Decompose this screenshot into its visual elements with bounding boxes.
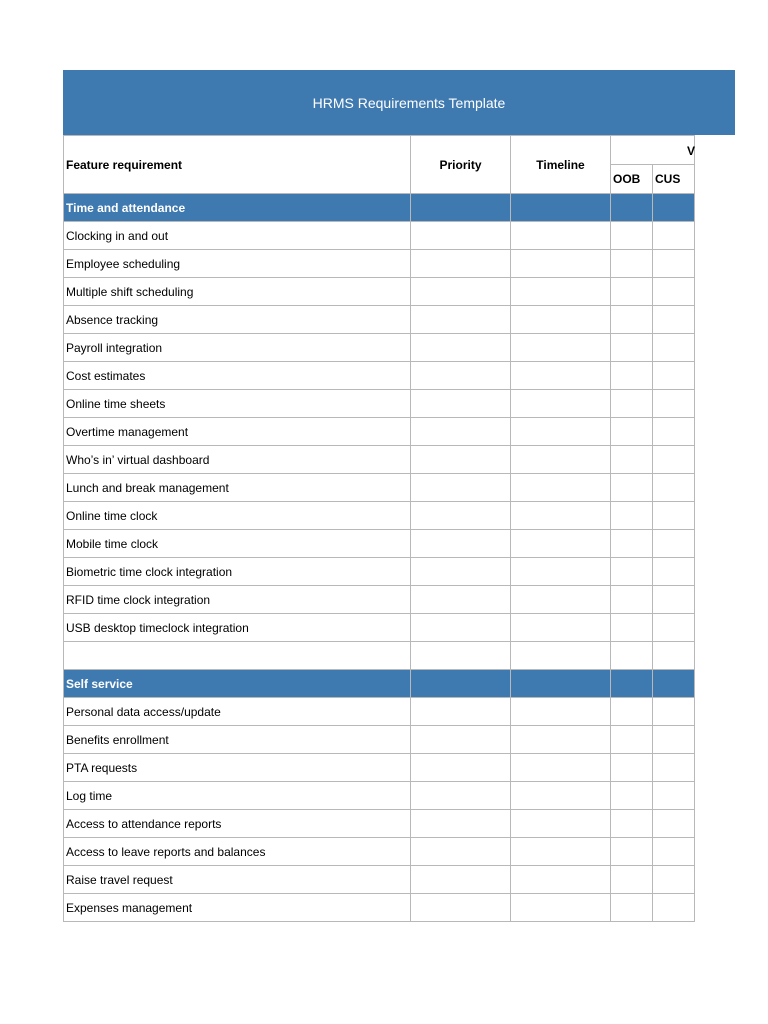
feature-cell: Payroll integration bbox=[64, 334, 411, 362]
table-row bbox=[64, 306, 695, 334]
timeline-cell[interactable] bbox=[511, 614, 611, 642]
oob-cell[interactable] bbox=[611, 642, 653, 670]
timeline-cell[interactable] bbox=[511, 558, 611, 586]
section-cell bbox=[511, 670, 611, 698]
table-row bbox=[64, 754, 695, 782]
oob-cell[interactable] bbox=[611, 866, 653, 894]
feature-cell: Raise travel request bbox=[64, 866, 411, 894]
feature-cell: Absence tracking bbox=[64, 306, 411, 334]
oob-cell[interactable] bbox=[611, 306, 653, 334]
table-row bbox=[64, 530, 695, 558]
cus-cell[interactable] bbox=[653, 306, 695, 334]
priority-header: Priority bbox=[411, 136, 511, 194]
feature-cell: Expenses management bbox=[64, 894, 411, 922]
cus-cell[interactable] bbox=[653, 782, 695, 810]
table-header-row bbox=[64, 136, 695, 165]
cus-cell[interactable] bbox=[653, 334, 695, 362]
oob-cell[interactable] bbox=[611, 586, 653, 614]
feature-cell: Log time bbox=[64, 782, 411, 810]
priority-cell[interactable] bbox=[411, 530, 511, 558]
timeline-cell[interactable] bbox=[511, 390, 611, 418]
oob-cell[interactable] bbox=[611, 558, 653, 586]
timeline-cell[interactable] bbox=[511, 446, 611, 474]
table-row bbox=[64, 558, 695, 586]
timeline-cell[interactable] bbox=[511, 754, 611, 782]
table-row bbox=[64, 726, 695, 754]
oob-header: OOB bbox=[611, 165, 653, 194]
priority-cell[interactable] bbox=[411, 726, 511, 754]
feature-cell: Overtime management bbox=[64, 418, 411, 446]
feature-cell: Online time clock bbox=[64, 502, 411, 530]
cus-cell[interactable] bbox=[653, 558, 695, 586]
table-row bbox=[64, 474, 695, 502]
section-header-row bbox=[64, 194, 695, 222]
cus-cell[interactable] bbox=[653, 642, 695, 670]
oob-cell[interactable] bbox=[611, 838, 653, 866]
cus-cell[interactable] bbox=[653, 250, 695, 278]
priority-cell[interactable] bbox=[411, 810, 511, 838]
oob-cell[interactable] bbox=[611, 222, 653, 250]
priority-cell[interactable] bbox=[411, 698, 511, 726]
priority-cell[interactable] bbox=[411, 278, 511, 306]
table-row bbox=[64, 222, 695, 250]
timeline-cell[interactable] bbox=[511, 810, 611, 838]
priority-cell[interactable] bbox=[411, 838, 511, 866]
oob-cell[interactable] bbox=[611, 614, 653, 642]
table-row bbox=[64, 586, 695, 614]
cus-cell[interactable] bbox=[653, 810, 695, 838]
timeline-header: Timeline bbox=[511, 136, 611, 194]
feature-cell: Clocking in and out bbox=[64, 222, 411, 250]
priority-cell[interactable] bbox=[411, 866, 511, 894]
timeline-cell[interactable] bbox=[511, 726, 611, 754]
table-row bbox=[64, 894, 695, 922]
oob-cell[interactable] bbox=[611, 278, 653, 306]
oob-cell[interactable] bbox=[611, 502, 653, 530]
feature-cell: RFID time clock integration bbox=[64, 586, 411, 614]
feature-cell: Access to leave reports and balances bbox=[64, 838, 411, 866]
timeline-cell[interactable] bbox=[511, 698, 611, 726]
section-title: Self service bbox=[64, 670, 411, 698]
timeline-cell[interactable] bbox=[511, 866, 611, 894]
oob-cell[interactable] bbox=[611, 362, 653, 390]
requirements-table bbox=[63, 135, 695, 922]
feature-cell: PTA requests bbox=[64, 754, 411, 782]
priority-cell[interactable] bbox=[411, 418, 511, 446]
priority-cell[interactable] bbox=[411, 782, 511, 810]
priority-cell[interactable] bbox=[411, 390, 511, 418]
feature-cell: Lunch and break management bbox=[64, 474, 411, 502]
table-row bbox=[64, 502, 695, 530]
table-row bbox=[64, 614, 695, 642]
table-row bbox=[64, 866, 695, 894]
feature-cell: Access to attendance reports bbox=[64, 810, 411, 838]
timeline-cell[interactable] bbox=[511, 474, 611, 502]
oob-cell[interactable] bbox=[611, 726, 653, 754]
timeline-cell[interactable] bbox=[511, 502, 611, 530]
feature-cell: Benefits enrollment bbox=[64, 726, 411, 754]
cus-cell[interactable] bbox=[653, 390, 695, 418]
table-row bbox=[64, 250, 695, 278]
cus-cell[interactable] bbox=[653, 222, 695, 250]
timeline-cell[interactable] bbox=[511, 418, 611, 446]
cus-cell[interactable] bbox=[653, 530, 695, 558]
oob-cell[interactable] bbox=[611, 810, 653, 838]
oob-cell[interactable] bbox=[611, 894, 653, 922]
priority-cell[interactable] bbox=[411, 586, 511, 614]
timeline-cell[interactable] bbox=[511, 362, 611, 390]
oob-cell[interactable] bbox=[611, 698, 653, 726]
feature-cell bbox=[64, 642, 411, 670]
cus-cell[interactable] bbox=[653, 838, 695, 866]
cus-cell[interactable] bbox=[653, 278, 695, 306]
vendor-group-header bbox=[611, 136, 695, 165]
feature-cell: Multiple shift scheduling bbox=[64, 278, 411, 306]
timeline-cell[interactable] bbox=[511, 250, 611, 278]
cus-cell[interactable] bbox=[653, 698, 695, 726]
priority-cell[interactable] bbox=[411, 502, 511, 530]
section-cell bbox=[411, 670, 511, 698]
table-row bbox=[64, 698, 695, 726]
cus-cell[interactable] bbox=[653, 866, 695, 894]
priority-cell[interactable] bbox=[411, 642, 511, 670]
vendor-header-clipped: V bbox=[687, 144, 696, 158]
priority-cell[interactable] bbox=[411, 474, 511, 502]
table-row bbox=[64, 418, 695, 446]
cus-cell[interactable] bbox=[653, 586, 695, 614]
priority-cell[interactable] bbox=[411, 362, 511, 390]
table-row bbox=[64, 362, 695, 390]
priority-cell[interactable] bbox=[411, 334, 511, 362]
timeline-cell[interactable] bbox=[511, 782, 611, 810]
timeline-cell[interactable] bbox=[511, 334, 611, 362]
cus-cell[interactable] bbox=[653, 754, 695, 782]
section-cell bbox=[411, 194, 511, 222]
cus-header: CUS bbox=[653, 165, 695, 194]
cus-cell[interactable] bbox=[653, 418, 695, 446]
priority-cell[interactable] bbox=[411, 894, 511, 922]
oob-cell[interactable] bbox=[611, 530, 653, 558]
table-row bbox=[64, 810, 695, 838]
feature-cell: Who’s in’ virtual dashboard bbox=[64, 446, 411, 474]
priority-cell[interactable] bbox=[411, 222, 511, 250]
section-title: Time and attendance bbox=[64, 194, 411, 222]
oob-cell[interactable] bbox=[611, 334, 653, 362]
feature-cell: USB desktop timeclock integration bbox=[64, 614, 411, 642]
feature-cell: Personal data access/update bbox=[64, 698, 411, 726]
table-row bbox=[64, 278, 695, 306]
timeline-cell[interactable] bbox=[511, 222, 611, 250]
oob-cell[interactable] bbox=[611, 754, 653, 782]
oob-cell[interactable] bbox=[611, 390, 653, 418]
priority-cell[interactable] bbox=[411, 614, 511, 642]
oob-cell[interactable] bbox=[611, 782, 653, 810]
table-row bbox=[64, 782, 695, 810]
feature-header: Feature requirement bbox=[64, 136, 411, 194]
section-cell bbox=[611, 670, 653, 698]
section-cell bbox=[653, 670, 695, 698]
timeline-cell[interactable] bbox=[511, 838, 611, 866]
feature-cell: Cost estimates bbox=[64, 362, 411, 390]
page-title: HRMS Requirements Template bbox=[312, 94, 506, 111]
feature-cell: Online time sheets bbox=[64, 390, 411, 418]
feature-cell: Employee scheduling bbox=[64, 250, 411, 278]
oob-cell[interactable] bbox=[611, 418, 653, 446]
cus-cell[interactable] bbox=[653, 446, 695, 474]
oob-cell[interactable] bbox=[611, 250, 653, 278]
cus-cell[interactable] bbox=[653, 474, 695, 502]
priority-cell[interactable] bbox=[411, 306, 511, 334]
oob-cell[interactable] bbox=[611, 474, 653, 502]
section-cell bbox=[511, 194, 611, 222]
table-row bbox=[64, 446, 695, 474]
table-row bbox=[64, 334, 695, 362]
timeline-cell[interactable] bbox=[511, 586, 611, 614]
priority-cell[interactable] bbox=[411, 446, 511, 474]
table-row bbox=[64, 390, 695, 418]
timeline-cell[interactable] bbox=[511, 306, 611, 334]
section-header-row bbox=[64, 670, 695, 698]
oob-cell[interactable] bbox=[611, 446, 653, 474]
timeline-cell[interactable] bbox=[511, 278, 611, 306]
priority-cell[interactable] bbox=[411, 558, 511, 586]
table-row bbox=[64, 642, 695, 670]
section-cell bbox=[611, 194, 653, 222]
cus-cell[interactable] bbox=[653, 614, 695, 642]
table-row bbox=[64, 838, 695, 866]
section-cell bbox=[653, 194, 695, 222]
cus-cell[interactable] bbox=[653, 726, 695, 754]
timeline-cell[interactable] bbox=[511, 894, 611, 922]
cus-cell[interactable] bbox=[653, 894, 695, 922]
priority-cell[interactable] bbox=[411, 250, 511, 278]
cus-cell[interactable] bbox=[653, 362, 695, 390]
timeline-cell[interactable] bbox=[511, 530, 611, 558]
cus-cell[interactable] bbox=[653, 502, 695, 530]
feature-cell: Biometric time clock integration bbox=[64, 558, 411, 586]
feature-cell: Mobile time clock bbox=[64, 530, 411, 558]
priority-cell[interactable] bbox=[411, 754, 511, 782]
timeline-cell[interactable] bbox=[511, 642, 611, 670]
